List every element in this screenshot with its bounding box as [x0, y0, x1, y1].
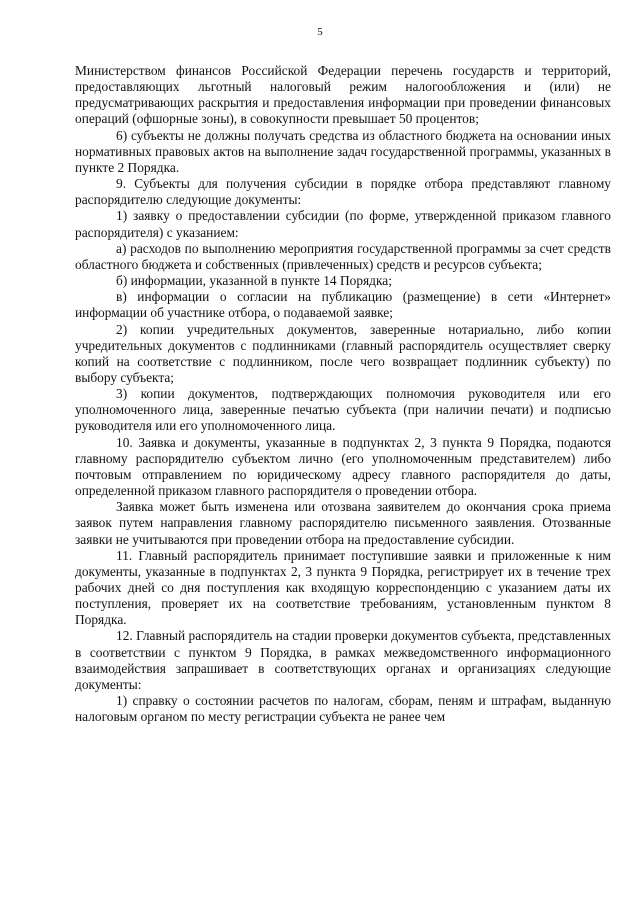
paragraph-clause-9-item-1c: в) информации о согласии на публикацию (размещение) в сети «Интернет» информации об участнике отбора, о подаваемой заявке; [75, 289, 611, 321]
paragraph-clause-9-item-1b: б) информации, указанной в пункте 14 Порядка; [116, 273, 392, 289]
paragraph-clause-9-item-1: 1) заявку о предоставлении субсидии (по форме, утвержденной приказом главного распорядителя) с указанием: [75, 208, 611, 240]
paragraph-clause-10: 10. Заявка и документы, указанные в подпунктах 2, 3 пункта 9 Порядка, подаются главному распорядителю субъектом лично (его уполномоченным представителем) либо почтовым отправлением по юридическому адресу главного распорядителя до даты, определенной приказом главного распорядителя о проведении отбора. [75, 434, 611, 499]
paragraph-clause-11: 11. Главный распорядитель принимает поступившие заявки и приложенные к ним документы, указанные в подпунктах 2, 3 пункта 9 Порядка, регистрирует их в течение трех рабочих дней со дня поступления как входящую корреспонденцию с указанием даты их поступления, проверяет их на соответствие требованиям, установленным пунктом 8 Порядка. [75, 547, 611, 628]
paragraph-clause-12-item-1: 1) справку о состоянии расчетов по налогам, сборам, пеням и штрафам, выданную налоговым органом по месту регистрации субъекта не ранее чем [75, 693, 611, 725]
paragraph-clause-9: 9. Субъекты для получения субсидии в порядке отбора представляют главному распорядителю следующие документы: [75, 176, 611, 208]
paragraph-clause-10-withdrawal: Заявка может быть изменена или отозвана заявителем до окончания срока приема заявок путем направления главному распорядителю письменного заявления. Отозванные заявки не учитываются при проведении отбора на предоставление субсидии. [75, 499, 611, 547]
paragraph-offshore-continuation: Министерством финансов Российской Федерации перечень государств и территорий, предоставляющих льготный налоговый режим налогообложения и (или) не предусматривающих раскрытия и предоставления информации при проведении финансовых операций (офшорные зоны), в совокупности превышает 50 процентов; [75, 63, 611, 127]
paragraph-clause-9-item-1a: а) расходов по выполнению мероприятия государственной программы за счет средств областного бюджета и собственных (привлеченных) средств и ресурсов субъекта; [75, 240, 611, 272]
paragraph-clause-9-item-3: 3) копии документов, подтверждающих полномочия руководителя или его уполномоченного лица, заверенные печатью субъекта (при наличии печати) и подписью руководителя или его уполномоченного лица. [75, 386, 611, 434]
paragraph-item-6: 6) субъекты не должны получать средства из областного бюджета на основании иных нормативных правовых актов на выполнение задач государственной программы, указанных в пункте 2 Порядка. [75, 127, 611, 175]
paragraph-clause-9-item-2: 2) копии учредительных документов, заверенные нотариально, либо копии учредительных документов с подлинниками (главный распорядитель осуществляет сверку копий на соответствие с подлинником, после чего возвращает подлинник субъекту) по выбору субъекта; [75, 321, 611, 385]
page-number: 5 [317, 26, 323, 38]
document-body [75, 63, 611, 725]
paragraph-clause-12: 12. Главный распорядитель на стадии проверки документов субъекта, представленных в соответствии с пунктом 9 Порядка, в рамках межведомственного информационного взаимодействия запрашивает в соответствующих органах и организациях следующие документы: [75, 628, 611, 692]
